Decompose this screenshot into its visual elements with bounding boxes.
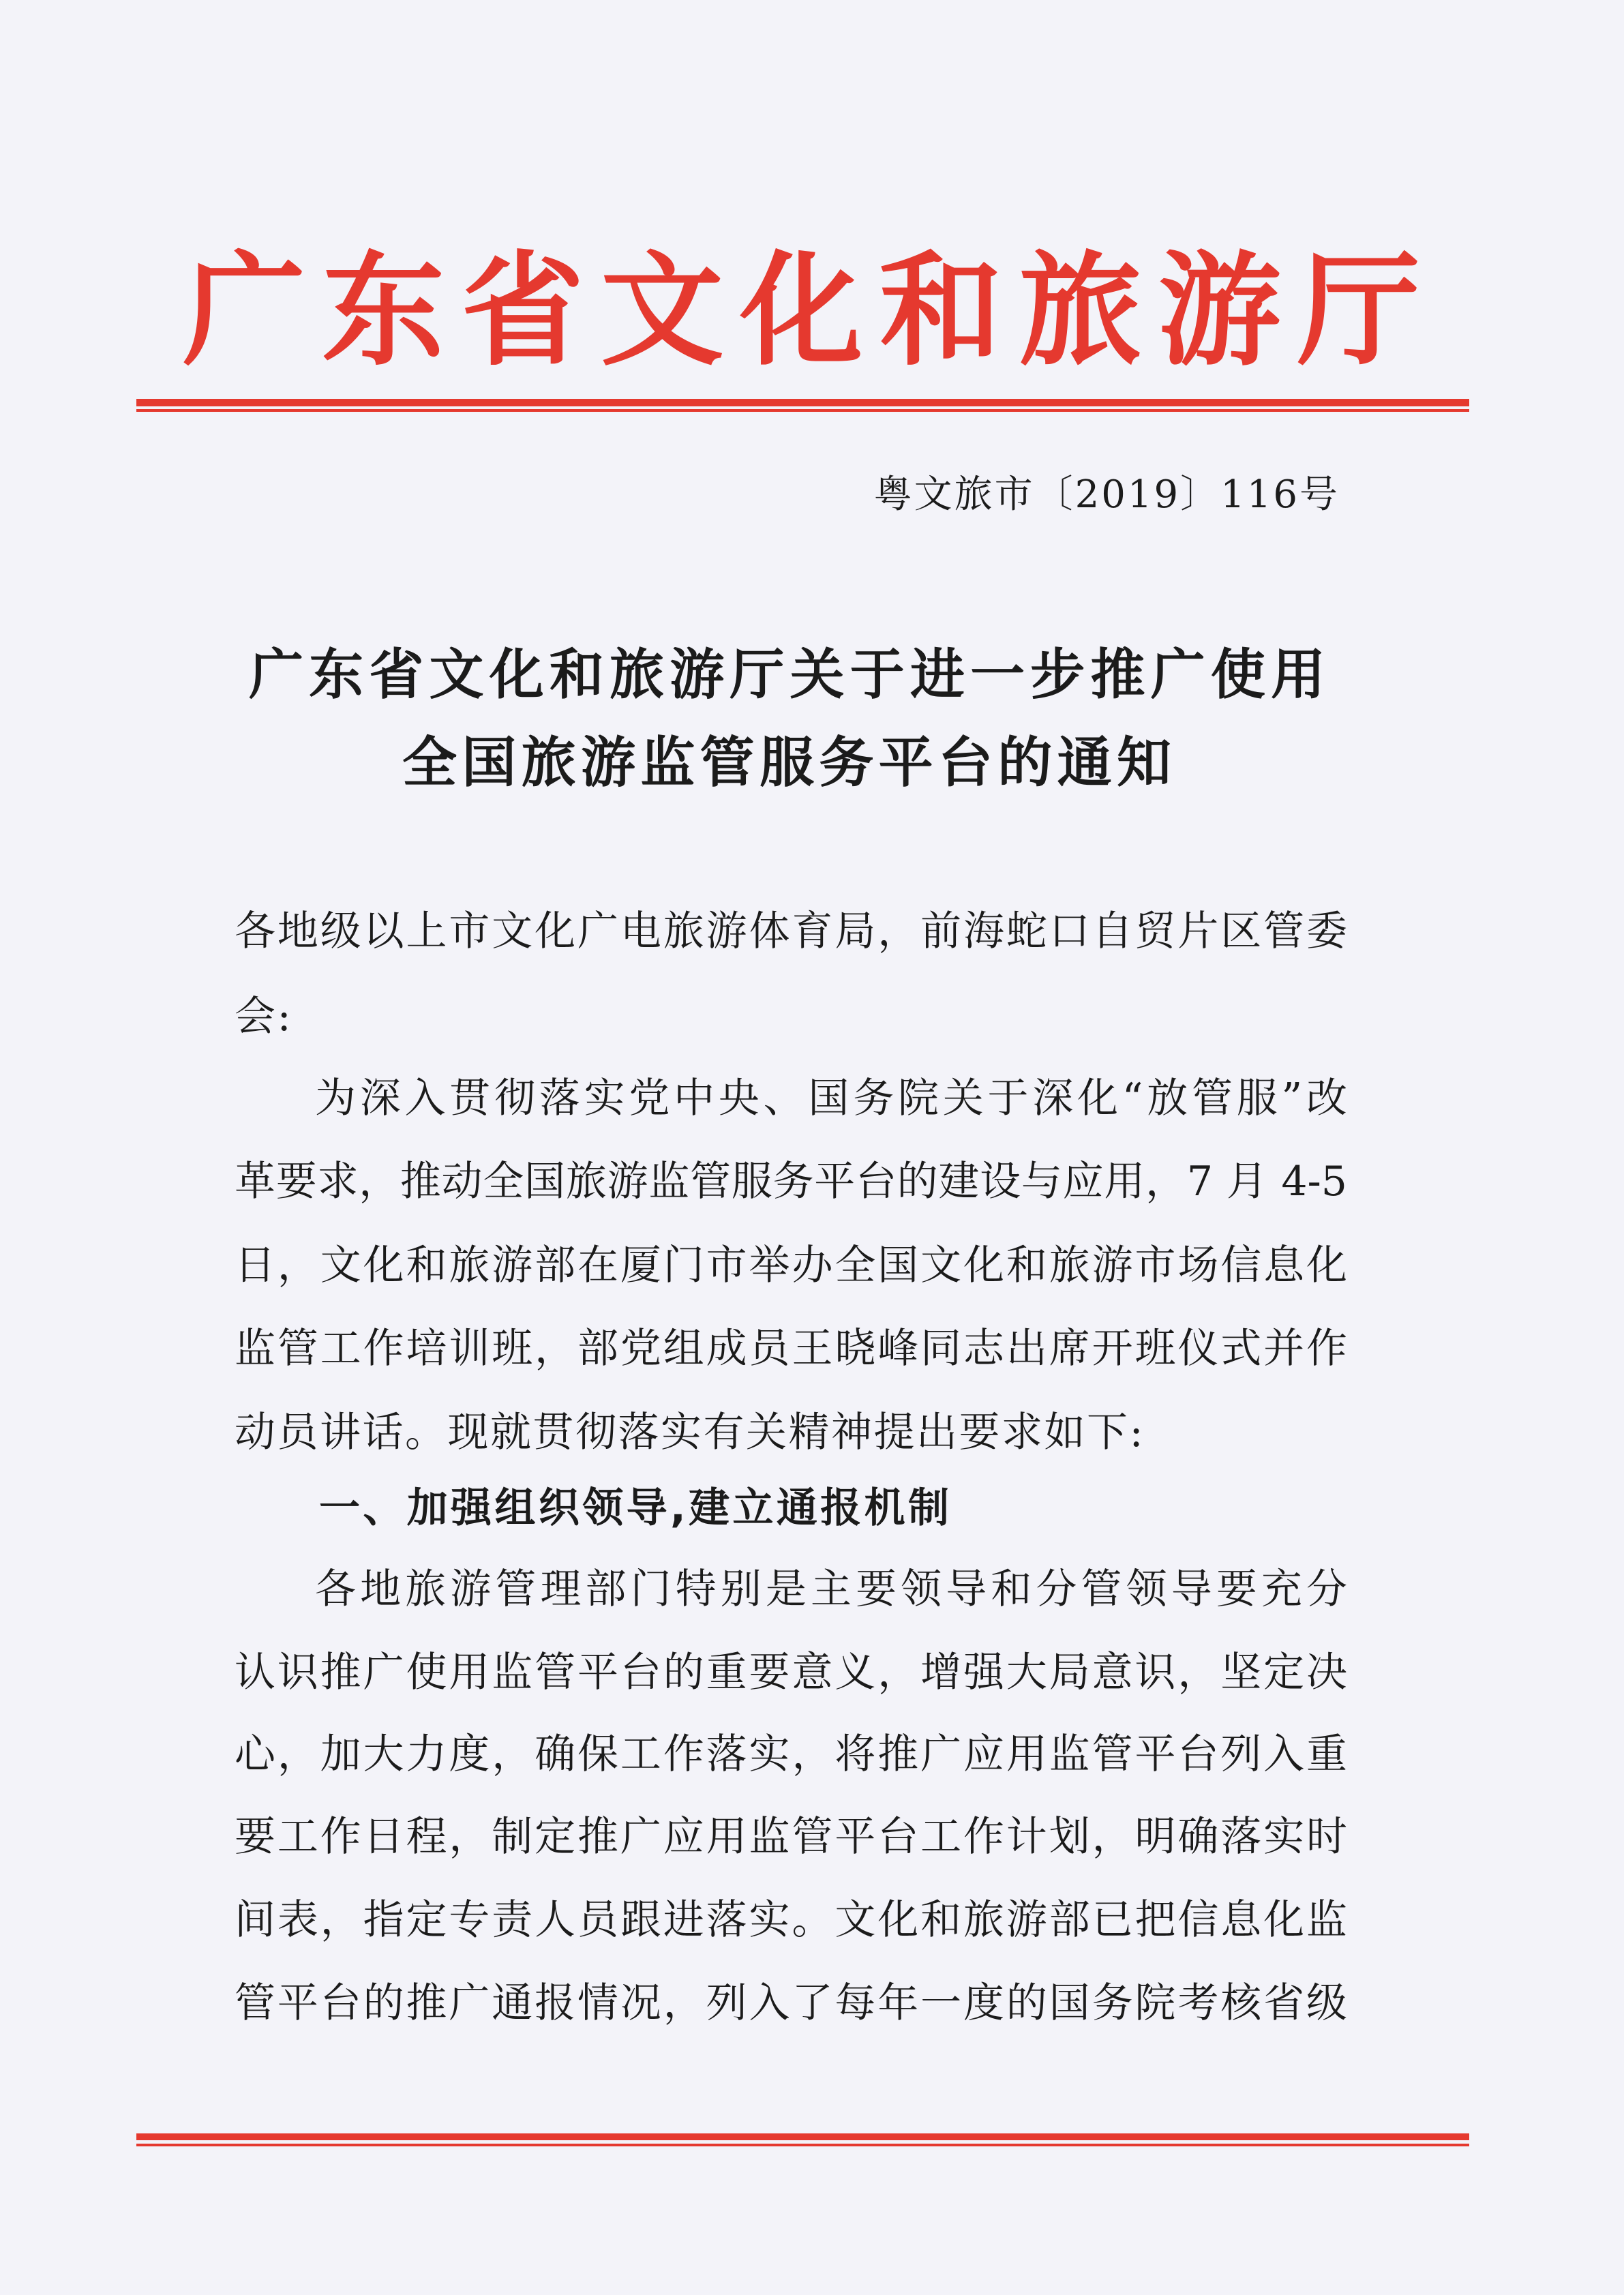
footer-rule-thin — [136, 2144, 1469, 2146]
body-line: 心，加大力度，确保工作落实，将推广应用监管平台列入重 — [235, 1730, 1347, 1778]
body-line: 监管工作培训班，部党组成员王晓峰同志出席开班仪式并作 — [235, 1325, 1347, 1372]
document-number: 粤文旅市〔2019〕116号 — [873, 472, 1340, 517]
body-line: 认识推广使用监管平台的重要意义，增强大局意识，坚定决 — [235, 1649, 1347, 1696]
section-heading: 一、加强组织领导,建立通报机制 — [319, 1484, 949, 1532]
body-line: 为深入贯彻落实党中央、国务院关于深化“放管服”改 — [315, 1075, 1347, 1122]
addressee-line: 各地级以上市文化广电旅游体育局，前海蛇口自贸片区管委 — [235, 907, 1347, 955]
footer-rule-thick — [136, 2133, 1469, 2140]
body-line: 要工作日程，制定推广应用监管平台工作计划，明确落实时 — [235, 1813, 1347, 1861]
body-line: 动员讲话。现就贯彻落实有关精神提出要求如下: — [235, 1409, 1145, 1456]
issuer-masthead: 广东省文化和旅游厅 — [183, 243, 1420, 379]
body-line: 间表，指定专责人员跟进落实。文化和旅游部已把信息化监 — [235, 1896, 1347, 1944]
addressee-line: 会: — [235, 993, 293, 1040]
body-line: 各地旅游管理部门特别是主要领导和分管领导要充分 — [315, 1565, 1347, 1613]
masthead-rule-thin — [136, 409, 1469, 412]
document-title-line: 全国旅游监管服务平台的通知 — [402, 731, 1171, 794]
body-line: 革要求，推动全国旅游监管服务平台的建设与应用，7 月 4-5 — [235, 1158, 1347, 1205]
masthead-rule-thick — [136, 399, 1469, 406]
body-line: 日，文化和旅游部在厦门市举办全国文化和旅游市场信息化 — [235, 1242, 1347, 1289]
body-line: 管平台的推广通报情况，列入了每年一度的国务院考核省级 — [235, 1979, 1347, 2027]
document-title-line: 广东省文化和旅游厅关于进一步推广使用 — [249, 643, 1325, 706]
